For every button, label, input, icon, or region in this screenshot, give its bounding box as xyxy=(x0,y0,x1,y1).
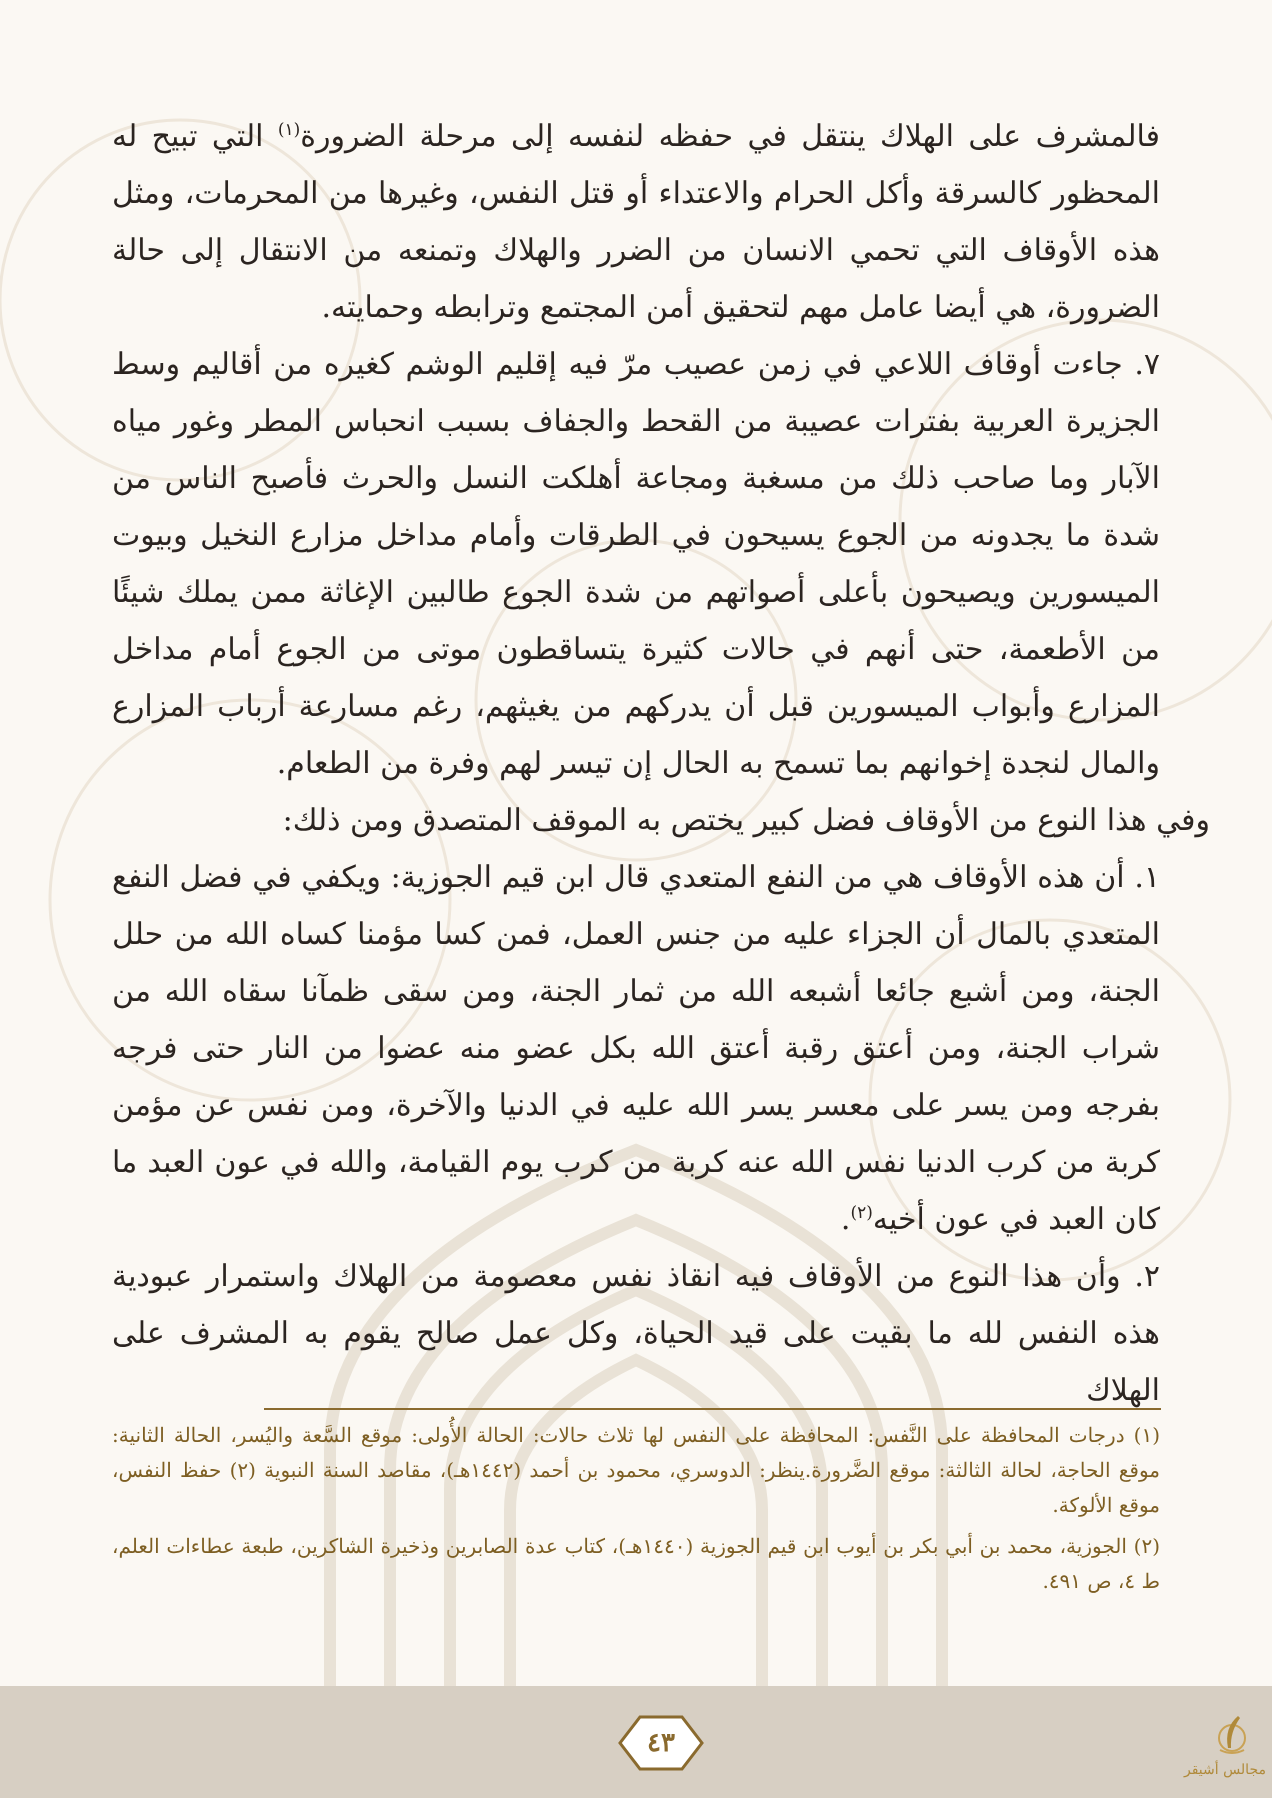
footnote-ref-1[interactable]: (١) xyxy=(277,120,301,140)
paragraph-intro: وفي هذا النوع من الأوقاف فضل كبير يختص به الموقف المتصدق ومن ذلك: xyxy=(282,803,1210,838)
paragraph-point-1-text: ١. أن هذه الأوقاف هي من النفع المتعدي قال ابن قيم الجوزية: ويكفي في فضل النفع المتعدي بالمال أن الجزاء عليه من جنس العمل، فمن كسا مؤمنا كساه الله من حلل الجنة، ومن أشبع جائعا أشبعه الله من ثمار الجنة، ومن سقى ظمآنا سقاه الله من شراب الجنة، ومن أعتق رقبة أعتق الله بكل عضو منه عضوا من النار حتى فرجه بفرجه ومن يسر على معسر يسر الله عليه في الدنيا والآخرة، ومن نفس عن مؤمن كربة من كرب الدنيا نفس الله عنه كربة من كرب يوم القيامة، والله في عون العبد ما كان العبد في عون أخيه xyxy=(112,860,1160,1237)
body-text xyxy=(112,108,1210,1419)
footnotes xyxy=(112,1418,1160,1605)
quill-emblem-icon xyxy=(1214,1712,1250,1760)
paragraph-point-1-tail: . xyxy=(840,1202,851,1237)
footnote-1: (١) درجات المحافظة على النَّفس: المحافظة على النفس لها ثلاث حالات: الحالة الأُولى: موقع السَّعة واليُسر، الحالة الثانية: موقع الحاجة، لحالة الثالثة: موقع الضَّرورة.ينظر: الدوسري، محمود بن أحمد (١٤٤٢هـ)، مقاصد السنة النبوية (٢) حفظ النفس، موقع الألوكة. xyxy=(112,1423,1160,1517)
footnote-divider xyxy=(264,1408,1161,1410)
footnote-2: (٢) الجوزية، محمد بن أبي بكر بن أيوب ابن قيم الجوزية (١٤٤٠هـ)، كتاب عدة الصابرين وذخيرة الشاكرين، طبعة عطاءات العلم، ط ٤، ص ٤٩١. xyxy=(112,1534,1160,1593)
paragraph-1-tail: التي تبيح له المحظور كالسرقة وأكل الحرام والاعتداء أو قتل النفس، وغيرها من المحرمات، ومثل هذه الأوقاف التي تحمي الانسان من الضرر والهلاك وتمنعه من الانتقال إلى حالة الضرورة، هي أيضا عامل مهم لتحقيق أمن المجتمع وترابطه وحمايته. xyxy=(112,119,1160,325)
paragraph-point-1 xyxy=(112,849,1160,1248)
paragraph-item-7: ٧. جاءت أوقاف اللاعي في زمن عصيب مرّ فيه إقليم الوشم كغيره من أقاليم وسط الجزيرة العربية بفترات عصيبة من القحط والجفاف بسبب انحباس المطر وغور مياه الآبار وما صاحب ذلك من مسغبة ومجاعة أهلكت النسل والحرث فأصبح الناس من شدة ما يجدونه من الجوع يسيحون في الطرقات وأمام مداخل مزارع النخيل وبيوت الميسورين ويصيحون بأعلى أصواتهم من شدة الجوع طالبين الإغاثة ممن يملك شيئًا من الأطعمة، حتى أنهم في حالات كثيرة يتساقطون موتى من الجوع أمام مداخل المزارع وأبواب الميسورين قبل أن يدركهم من يغيثهم، رغم مسارعة أرباب المزارع والمال لنجدة إخوانهم بما تسمح به الحال إن تيسر لهم وفرة من الطعام. xyxy=(112,347,1160,781)
page-number: ٤٣ xyxy=(647,1728,675,1758)
paragraph-1 xyxy=(112,108,1160,336)
logo-text: مجالس أشيقر xyxy=(1183,1762,1266,1778)
paragraph-point-2: ٢. وأن هذا النوع من الأوقاف فيه انقاذ نفس معصومة من الهلاك واستمرار عبودية هذه النفس لله ما بقيت على قيد الحياة، وكل عمل صالح يقوم به المشرف على الهلاك xyxy=(112,1259,1160,1408)
paragraph-1-text: فالمشرف على الهلاك ينتقل في حفظه لنفسه إلى مرحلة الضرورة xyxy=(300,119,1160,154)
logo xyxy=(1183,1712,1266,1794)
footnote-ref-2[interactable]: (٢) xyxy=(850,1203,873,1223)
